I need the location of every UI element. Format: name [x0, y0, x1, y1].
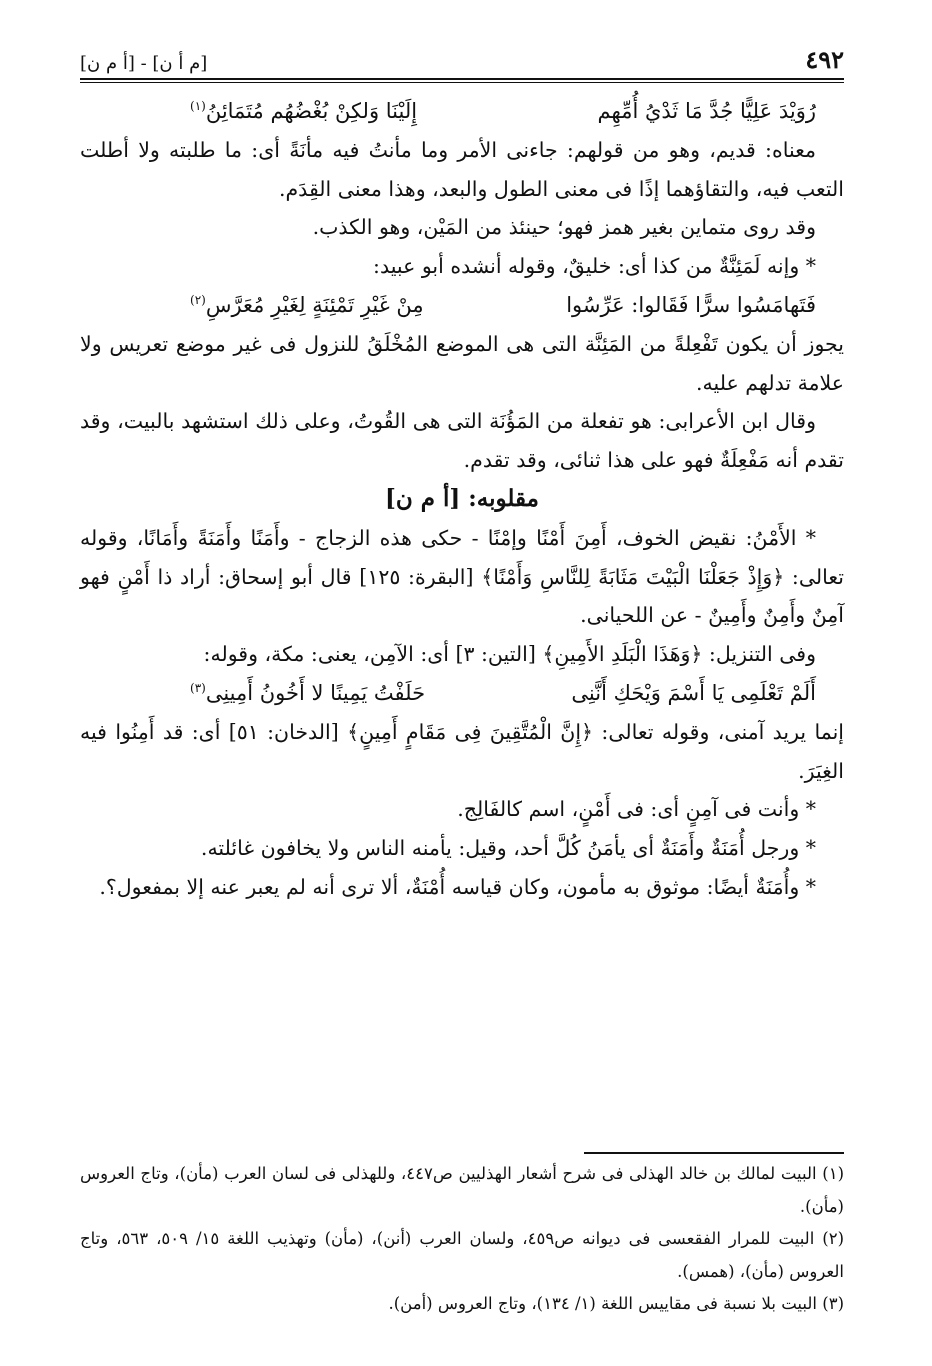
footnote-ref-1: (١)	[190, 99, 206, 113]
paragraph-7: وفى التنزيل: ﴿وَهَذَا الْبَلَدِ الأَمِينِ﴾ [التين: ٣] أى: الآمِن، يعنى: مكة، وقوله:	[203, 642, 816, 667]
footnote-ref-3: (٣)	[190, 680, 206, 695]
paragraph-2: وقد روى متماين بغير همز فهو؛ حينئذ من المَيْن، وهو الكذب.	[312, 215, 816, 240]
paragraph-10: * ورجل أُمَنَةٌ وأَمَنَةٌ أى يأمَنُ كُلَّ أحد، وقيل: يأمنه الناس ولا يخافون غائلته.	[200, 836, 816, 861]
paragraph-6: * الأَمْنُ: نقيض الخوف، أَمِنَ أَمْنًا وإمْنًا - حكى هذه الزجاج - وأَمَنًا وأَمَنَةً وأَمَانًا، وقوله تعالى: ﴿وَإِذْ جَعَلْنَا الْبَيْتَ مَثَابَةً لِلنَّاسِ وَأَمْنًا﴾ [البقرة: ١٢٥] قال أبو إسحاق: أراد ذا أَمْنٍ فهو آمِنٌ وأَمِنٌ وأَمِينٌ - عن اللحيانى.	[80, 525, 845, 628]
verse-1-hemistich-2: إِلَيْنَا وَلكِنْ بُغْضُهُم مُتَمَائِنُ	[205, 99, 418, 123]
main-text	[80, 92, 844, 907]
header-rule-thin	[80, 82, 844, 83]
section-title: مقلوبه: [أ م ن]	[385, 484, 539, 512]
footnote-1: (١) البيت لمالك بن خالد الهذلى فى شرح أشعار الهذليين ص٤٤٧، وللهذلى فى لسان العرب (مأن)، وتاج العروس (مأن).	[80, 1164, 844, 1216]
paragraph-11: * وأُمَنَةٌ أيضًا: موثوق به مأمون، وكان قياسه أُمْنَةٌ، ألا ترى أنه لم يعبر عنه إلا بمفعول؟.	[99, 874, 816, 899]
footnote-ref-2: (٢)	[190, 292, 206, 307]
page-number: ٤٩٢	[805, 45, 844, 74]
paragraph-4: يجوز أن يكون تَفْعِلةً من المَئِنَّة التى هى الموضع المُخْلَقُ للنزول فى غير موضع تعريس ولا علامة تدلهم عليه.	[80, 331, 844, 395]
footnote-2: (٢) البيت للمرار الفقعسى فى ديوانه ص٤٥٩، ولسان العرب (أنن)، (مأن) وتهذيب اللغة ١٥/ ٥٠٩، ٥٦٣، وتاج العروس (مأن)، (همس).	[80, 1229, 844, 1281]
footnote-rule	[584, 1152, 844, 1154]
verse-1	[80, 92, 844, 131]
verse-3	[80, 674, 844, 713]
paragraph-8: إنما يريد آمنى، وقوله تعالى: ﴿إِنَّ الْمُتَّقِينَ فِى مَقَامٍ أَمِينٍ﴾ [الدخان: ٥١] أى: قد أَمِنُوا فيه الغِيَرَ.	[80, 719, 844, 783]
verse-2	[80, 286, 844, 325]
verse-1-hemistich-1: رُوَيْدَ عَلِيًّا جُدَّ مَا ثَدْيُ أُمِّهِم	[597, 99, 816, 123]
verse-3-hemistich-2: حَلَفْتُ يَمِينًا لا أَخُونُ أَمِينِى	[205, 680, 426, 705]
page-header	[80, 40, 844, 74]
paragraph-9: * وأنت فى آمِنٍ أى: فى أَمْنٍ، اسم كالفَالِج.	[457, 797, 816, 822]
paragraph-5: وقال ابن الأعرابى: هو تفعلة من المَؤُنَة التى هى القُوتُ، وعلى ذلك استشهد بالبيت، وقد تقدم أنه مَفْعِلَةٌ فهو على هذا ثنائى، وقد تقدم.	[80, 409, 844, 473]
verse-3-hemistich-1: أَلَمْ تَعْلَمِى يَا أَسْمَ وَيْحَكِ أَنَّنِى	[571, 680, 816, 705]
footnote-3: (٣) البيت بلا نسبة فى مقاييس اللغة (١/ ١٣٤)، وتاج العروس (أمن).	[388, 1294, 844, 1313]
paragraph-1: معناه: قديم، وهو من قولهم: جاءنى الأمر وما مأنتُ فيه مأنَةً أى: ما طلبته ولا أطلت التعب فيه، والتقاؤهما إذًا فى معنى الطول والبعد، وهذا معنى القِدَم.	[80, 137, 844, 201]
verse-2-hemistich-1: فَتَهامَسُوا سرًّا فَقَالوا: عَرِّسُوا	[566, 292, 816, 317]
root-label: [م أ ن] - [أ م ن]	[80, 53, 208, 74]
header-rule	[80, 78, 844, 80]
footnotes	[80, 1158, 844, 1321]
verse-2-hemistich-2: مِنْ غَيْرِ تَمْئِنَةٍ لِغَيْرِ مُعَرَّسِ	[205, 292, 424, 317]
paragraph-3: * وإنه لَمَئِنَّةٌ من كذا أى: خليقٌ، وقوله أنشده أبو عبيد:	[373, 254, 816, 279]
